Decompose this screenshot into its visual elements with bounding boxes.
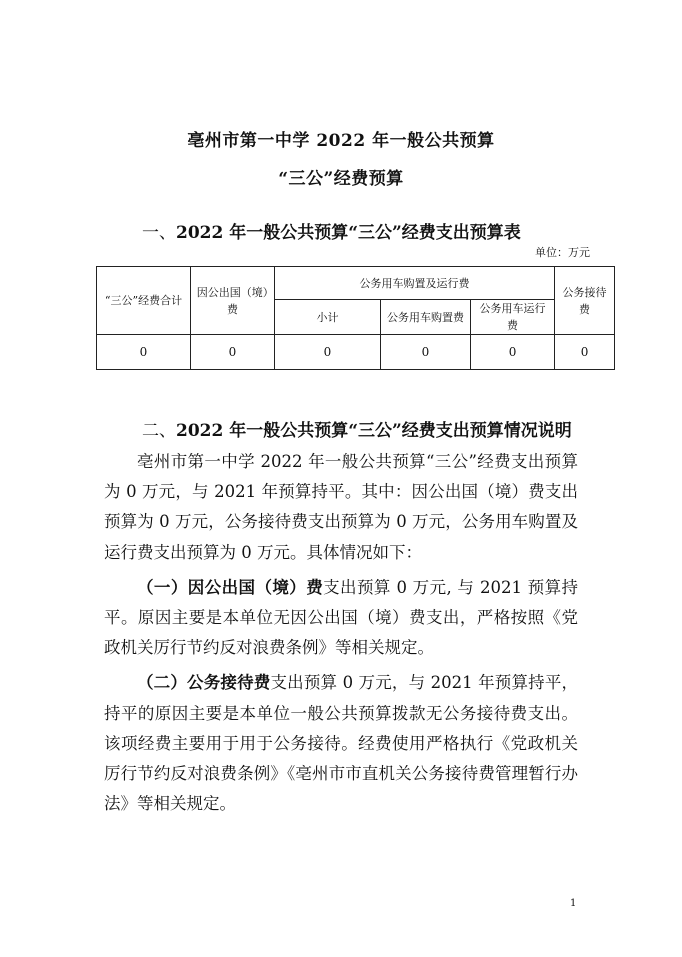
reception-text: 支出预算 0 万元，与 2021 年预算持平，持平的原因主要是本单位一般公共预算拨款无公务接待费支出。该项经费主要用于用于公务接待。经费使用严格执行《党政机关厉行节约反对浪费条例》《亳州市市直机关公务接待费管理暂行办法》等相关规定。 <box>104 673 579 814</box>
header-total: “三公”经费合计 <box>97 267 191 335</box>
table-header-row <box>97 267 615 300</box>
section1-title: 2022 年一般公共预算“三公”经费支出预算表 <box>176 223 521 243</box>
cell-total: 0 <box>97 335 191 370</box>
header-reception: 公务接待费 <box>555 267 615 335</box>
section2-title: 2022 年一般公共预算“三公”经费支出预算情况说明 <box>176 421 572 441</box>
explanation-body <box>104 447 578 824</box>
table-row <box>97 335 615 370</box>
header-vehicle-purchase: 公务用车购置费 <box>381 300 471 335</box>
reception-subheading: （二）公务接待费 <box>137 673 271 693</box>
cell-abroad: 0 <box>191 335 275 370</box>
section2-number: 二、 <box>142 421 176 441</box>
page-number: 1 <box>570 898 577 909</box>
header-vehicle-group: 公务用车购置及运行费 <box>275 267 555 300</box>
paragraph-summary: 亳州市第一中学 2022 年一般公共预算“三公”经费支出预算为 0 万元，与 2021 年预算持平。其中：因公出国（境）费支出预算为 0 万元，公务接待费支出预算为 0 万元，公务用车购置及运行费支出预算为 0 万元。具体情况如下： <box>104 452 578 562</box>
header-vehicle-operation: 公务用车运行费 <box>471 300 555 335</box>
paragraph-reception <box>104 668 578 819</box>
paragraph-abroad <box>104 573 578 664</box>
abroad-text: 支出预算 0 万元, 与 2021 预算持平。原因主要是本单位无因公出国（境）费支出，严格按照《党政机关厉行节约反对浪费条例》等相关规定。 <box>104 577 578 658</box>
header-subtotal: 小计 <box>275 300 381 335</box>
section1-number: 一、 <box>142 223 176 243</box>
header-abroad: 因公出国（境）费 <box>191 267 275 335</box>
abroad-subheading: （一）因公出国（境）费 <box>137 577 324 597</box>
cell-reception: 0 <box>555 335 615 370</box>
cell-vehicle-purchase: 0 <box>381 335 471 370</box>
budget-table <box>96 266 615 370</box>
section2-heading <box>142 416 572 441</box>
document-subtitle: “三公”经费预算 <box>278 169 404 189</box>
cell-vehicle-operation: 0 <box>471 335 555 370</box>
document-title: 亳州市第一中学 2022 年一般公共预算 <box>187 131 495 151</box>
unit-label: 单位：万元 <box>535 246 590 259</box>
section1-heading <box>142 218 521 243</box>
cell-subtotal: 0 <box>275 335 381 370</box>
